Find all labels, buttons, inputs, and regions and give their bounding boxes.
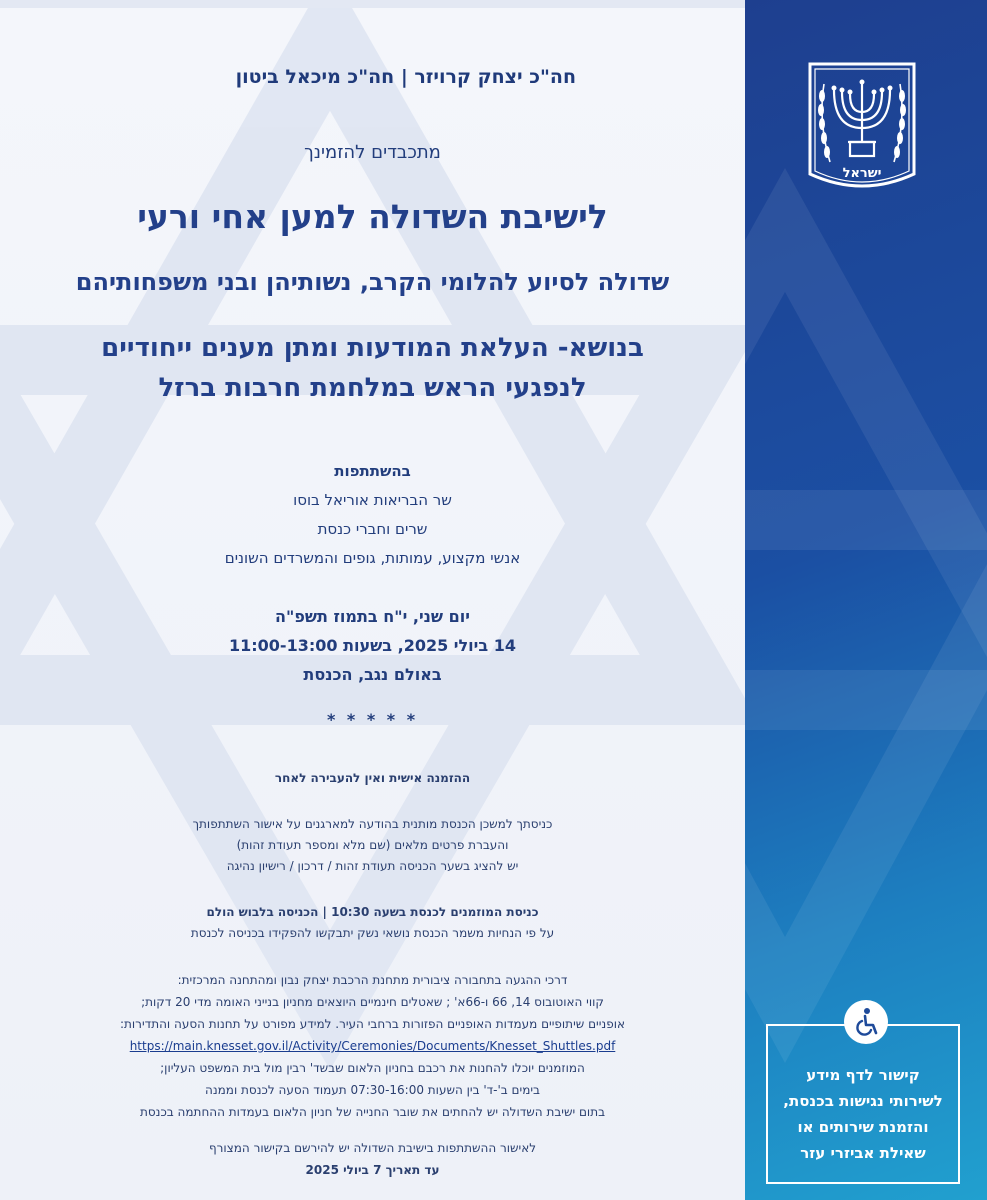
accessibility-line: והזמנת שירותים או — [797, 1118, 929, 1136]
transport-note-1: דרכי ההגעה בתחבורה ציבורית מתחנת הרכבת יצחק נבון ומהתחנה המרכזית: — [177, 973, 568, 987]
personal-invite-note: ההזמנה אישית ואין להעבירה לאחר — [274, 771, 471, 785]
event-topic-line-1: בנושא- העלאת המודעות ומתן מענים ייחודיים — [101, 333, 644, 363]
participant-item: שרים וחברי כנסת — [317, 520, 428, 538]
participant-item: שר הבריאות אוריאל בוסו — [293, 491, 452, 509]
state-emblem — [808, 62, 916, 194]
registration-note-1: לאישור ההשתתפות בישיבת השדולה יש להירשם בקישור המצורף — [208, 1141, 537, 1155]
event-date-time: 14 ביולי 2025, בשעות 11:00-13:00 — [229, 636, 516, 655]
entry-note-1: כניסתך למשכן הכנסת מותנית בהודעה למארגנים על אישור השתתפותך — [192, 817, 553, 831]
separator-stars: * * * * * — [326, 710, 419, 729]
wheelchair-icon — [844, 1000, 888, 1044]
participants-title: בהשתתפות — [334, 462, 411, 480]
arrival-note-2: על פי הנחיות משמר הכנסת נושאי נשק יתבקשו להפקידו בכניסה לכנסת — [190, 926, 555, 940]
parking-note-3: בתום ישיבת השדולה יש להחתים את שובר החנייה של חניון הלאום בעמדות ההחתמה בכנסת — [139, 1105, 606, 1119]
accessibility-line: שאילת אביזרי עזר — [800, 1144, 926, 1162]
arrival-note-1: כניסת המוזמנים לכנסת בשעה 10:30 | הכניסה בלבוש הולם — [206, 905, 539, 919]
registration-deadline: עד תאריך 7 ביולי 2025 — [305, 1163, 440, 1177]
transport-note-2: קווי האוטובוס 14, 66 ו-66א' ; שאטלים חינמיים היוצאים מחניון בנייני האומה מדי 20 דקות; — [141, 995, 604, 1009]
emblem-caption: ישראל — [842, 166, 882, 181]
menorah-emblem-icon — [808, 62, 916, 194]
wheelchair-glyph — [851, 1007, 881, 1037]
shuttles-link[interactable]: https://main.knesset.gov.il/Activity/Ceremonies/Documents/Knesset_Shuttles.pdf — [129, 1039, 616, 1053]
accessibility-line: קישור לדף מידע — [806, 1066, 920, 1084]
accessibility-link-text[interactable] — [776, 1062, 950, 1166]
event-location: באולם נגב, הכנסת — [303, 665, 442, 684]
entry-note-2: והעברת פרטים מלאים (שם מלא ומספר תעודת זהות) — [236, 838, 509, 852]
invite-line: מתכבדים להזמינך — [304, 142, 441, 163]
parking-note-2: בימים ב'-ד' בין השעות 07:30-16:00 תעמוד הסעה לכנסת וממנה — [205, 1083, 540, 1097]
event-title: לישיבת השדולה למען אחי ורעי — [137, 197, 608, 236]
parking-note-1: המוזמנים יוכלו להחנות את רכבם בחניון הלאום שבשד' רבין מול בית המשפט העליון; — [160, 1061, 585, 1075]
hosts-line: חה"כ יצחק קרויזר | חה"כ מיכאל ביטון — [235, 66, 576, 88]
participant-item: אנשי מקצוע, עמותות, גופים והמשרדים השונים — [224, 549, 521, 567]
event-subtitle: שדולה לסיוע להלומי הקרב, נשותיהן ובני משפחותיהם — [75, 268, 670, 296]
event-day: יום שני, י"ח בתמוז תשפ"ה — [275, 607, 470, 626]
transport-note-3: אופניים שיתופיים מעמדות האופניים הפזורות ברחבי העיר. למידע מפורט על תחנות הסעה והתדירות: — [119, 1017, 625, 1031]
accessibility-line: לשירותי נגישות בכנסת, — [783, 1092, 943, 1110]
event-topic-line-2: לנפגעי הראש במלחמת חרבות ברזל — [158, 373, 587, 403]
entry-note-3: יש להציג בשער הכניסה תעודת זהות / דרכון / רישיון נהיגה — [226, 859, 519, 873]
